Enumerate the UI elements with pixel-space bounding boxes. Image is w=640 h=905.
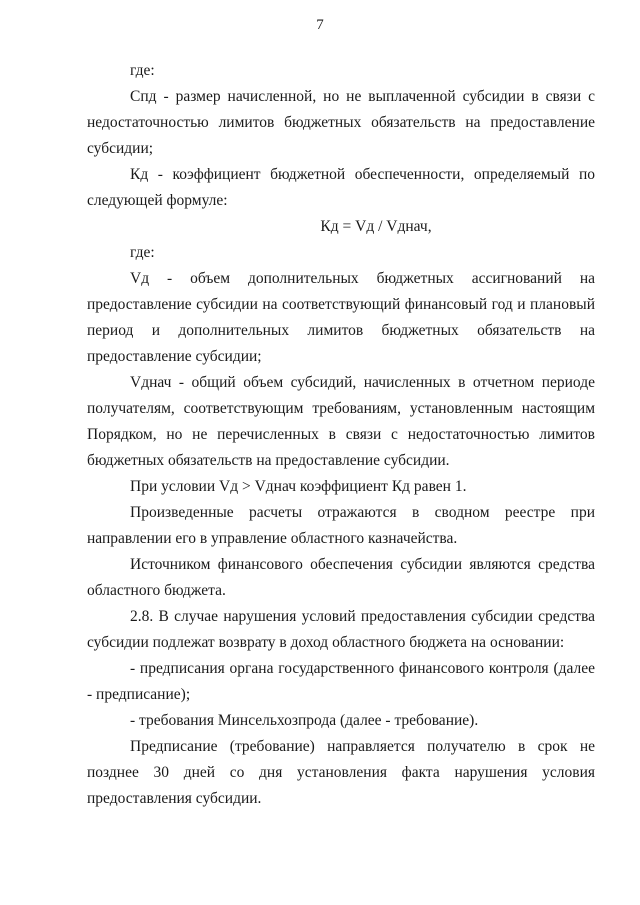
paragraph-condition: При условии Vд > Vднач коэффициент Кд равен 1. bbox=[130, 478, 467, 495]
formula-kd: Кд = Vд / Vднач, bbox=[320, 218, 432, 235]
page-number: 7 bbox=[316, 17, 324, 33]
paragraph-calculations: Произведенные расчеты отражаются в сводном реестре при направлении его в управление областного казначейства. bbox=[87, 504, 595, 547]
paragraph-list-item-requirement: - требования Минсельхозпрода (далее - требование). bbox=[130, 712, 479, 729]
paragraph-kd-definition: Кд - коэффициент бюджетной обеспеченности, определяемый по следующей формуле: bbox=[87, 166, 595, 209]
paragraph-vd-definition: Vд - объем дополнительных бюджетных ассигнований на предоставление субсидии на соответствующий финансовый год и плановый период и дополнительных лимитов бюджетных обязательств на предоставление субсидии; bbox=[87, 270, 595, 365]
paragraph-funding-source: Источником финансового обеспечения субсидии являются средства областного бюджета. bbox=[87, 556, 595, 599]
paragraph-section-2-8: 2.8. В случае нарушения условий предоставления субсидии средства субсидии подлежат возврату в доход областного бюджета на основании: bbox=[87, 608, 595, 651]
paragraph-vdnach-definition: Vднач - общий объем субсидий, начисленных в отчетном периоде получателям, соответствующим требованиям, установленным настоящим Порядком, но не перечисленных в связи с недостаточностью лимитов бюджетных обязательств на предоставление субсидии. bbox=[87, 374, 595, 469]
paragraph-where-1: где: bbox=[130, 62, 155, 79]
paragraph-deadline: Предписание (требование) направляется получателю в срок не позднее 30 дней со дня установления факта нарушения условия предоставления субсидии. bbox=[87, 738, 595, 807]
paragraph-spd-definition: Спд - размер начисленной, но не выплаченной субсидии в связи с недостаточностью лимитов бюджетных обязательств на предоставление субсидии; bbox=[87, 88, 595, 157]
document-body bbox=[87, 58, 595, 812]
paragraph-where-2: где: bbox=[130, 244, 155, 261]
paragraph-list-item-prescription: - предписания органа государственного финансового контроля (далее - предписание); bbox=[87, 660, 595, 703]
